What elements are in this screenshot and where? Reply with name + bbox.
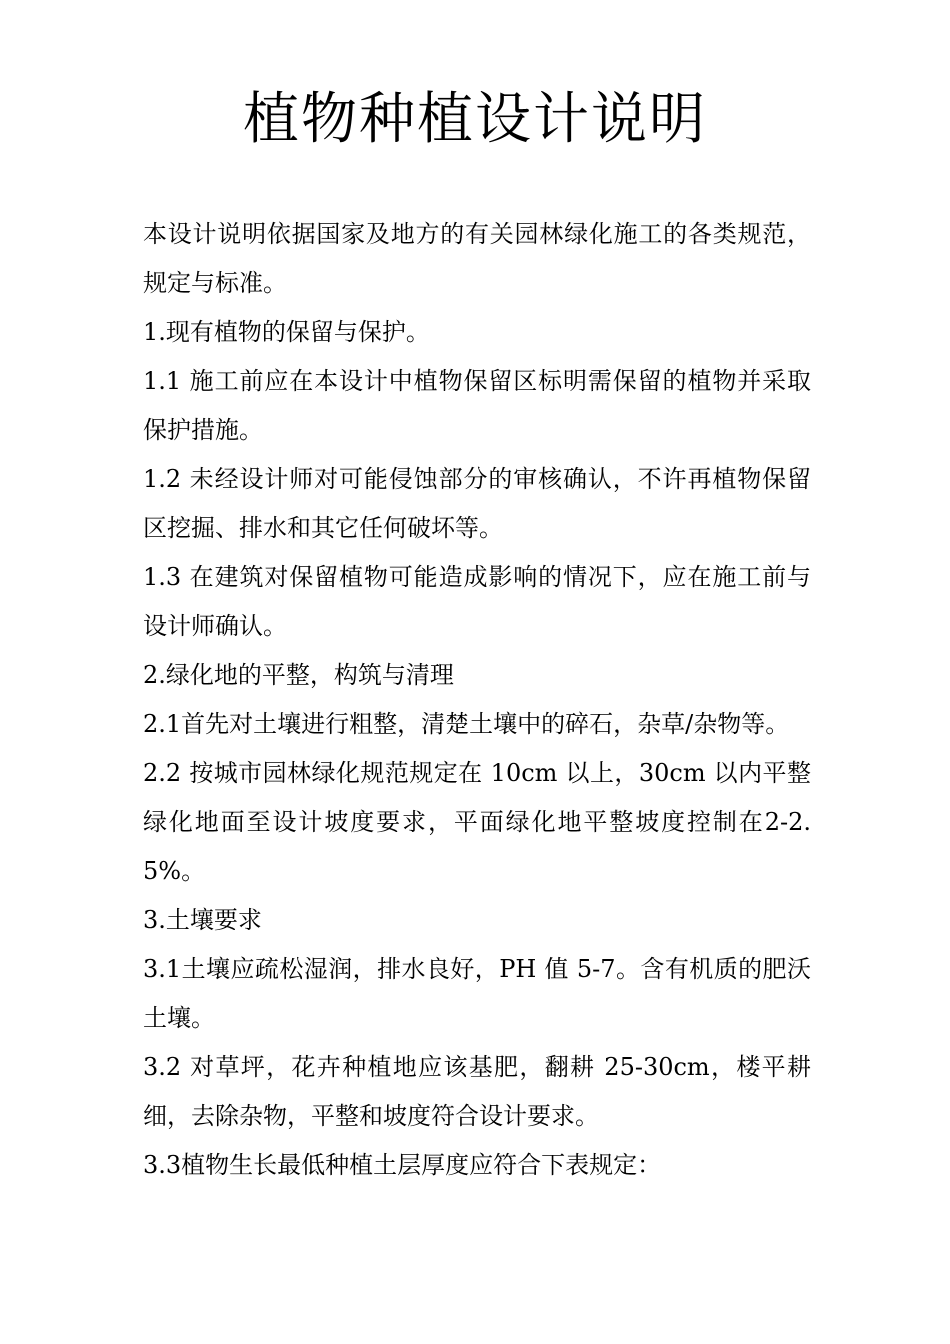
section-3-3-paragraph: 3.3植物生长最低种植土层厚度应符合下表规定： [143,1151,662,1179]
document-title: 植物种植设计说明 [243,87,707,152]
section-1-heading: 1.现有植物的保留与保护。 [143,318,430,346]
intro-paragraph: 本设计说明依据国家及地方的有关园林绿化施工的各类规范，规定与标准。 [143,220,811,297]
section-3-2-paragraph: 3.2 对草坪，花卉种植地应该基肥，翻耕 25-30cm，楼平耕细，去除杂物，平整和坡度符合设计要求。 [143,1053,811,1130]
section-1-1-paragraph: 1.1 施工前应在本设计中植物保留区标明需保留的植物并采取保护措施。 [143,367,811,444]
section-2-1-paragraph: 2.1首先对土壤进行粗整，清楚土壤中的碎石，杂草/杂物等。 [143,710,790,738]
section-2-2-paragraph: 2.2 按城市园林绿化规范规定在 10cm 以上，30cm 以内平整绿化地面至设计坡度要求，平面绿化地平整坡度控制在2-2.5%。 [143,759,811,885]
section-3-1-paragraph: 3.1土壤应疏松湿润，排水良好，PH 值 5-7。含有机质的肥沃土壤。 [143,955,811,1032]
document-body [143,210,811,1190]
section-1-3-paragraph: 1.3 在建筑对保留植物可能造成影响的情况下，应在施工前与设计师确认。 [143,563,811,640]
section-3-heading: 3.土壤要求 [143,906,262,934]
section-2-heading: 2.绿化地的平整，构筑与清理 [143,661,454,689]
section-1-2-paragraph: 1.2 未经设计师对可能侵蚀部分的审核确认，不许再植物保留区挖掘、排水和其它任何破坏等。 [143,465,811,542]
